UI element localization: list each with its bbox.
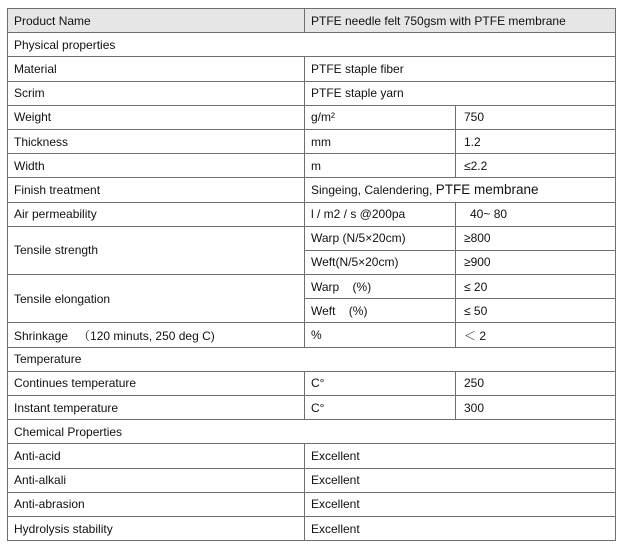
section-title: Physical properties xyxy=(8,33,616,57)
table-row xyxy=(8,105,616,129)
row-value: 750 xyxy=(456,105,616,129)
row-unit: C° xyxy=(305,371,456,395)
row-value: Excellent xyxy=(305,492,616,516)
row-value: ≤ 50 xyxy=(456,299,616,323)
header-value: PTFE needle felt 750gsm with PTFE membrane xyxy=(305,9,616,33)
row-value: 40~ 80 xyxy=(456,202,616,226)
spec-table xyxy=(7,8,616,541)
table-row xyxy=(8,516,616,540)
row-label: Finish treatment xyxy=(8,178,305,202)
table-row xyxy=(8,202,616,226)
row-value: ≤ 20 xyxy=(456,275,616,299)
section-title: Chemical Properties xyxy=(8,420,616,444)
row-unit: l / m2 / s @200pa xyxy=(305,202,456,226)
row-unit: g/m² xyxy=(305,105,456,129)
row-value: PTFE staple fiber xyxy=(305,57,616,81)
row-unit: % xyxy=(305,323,456,347)
row-label: Scrim xyxy=(8,81,305,105)
row-value: Excellent xyxy=(305,516,616,540)
table-header-row xyxy=(8,9,616,33)
table-row xyxy=(8,468,616,492)
row-unit: Warp (N/5×20cm) xyxy=(305,226,456,250)
row-label: Material xyxy=(8,57,305,81)
row-value: Excellent xyxy=(305,444,616,468)
table-row xyxy=(8,492,616,516)
table-row xyxy=(8,154,616,178)
row-value: 300 xyxy=(456,396,616,420)
table-row xyxy=(8,178,616,202)
row-value: ≥900 xyxy=(456,250,616,274)
row-unit: m xyxy=(305,154,456,178)
table-row xyxy=(8,371,616,395)
row-value: 250 xyxy=(456,371,616,395)
finish-value-membrane: PTFE membrane xyxy=(435,182,539,198)
section-row-temperature xyxy=(8,347,616,371)
row-value xyxy=(305,178,616,202)
table-row xyxy=(8,129,616,153)
row-label: Weight xyxy=(8,105,305,129)
row-label: Thickness xyxy=(8,129,305,153)
table-row xyxy=(8,396,616,420)
row-value: ≤2.2 xyxy=(456,154,616,178)
row-label: Width xyxy=(8,154,305,178)
row-value: Excellent xyxy=(305,468,616,492)
section-row-physical xyxy=(8,33,616,57)
row-label: Tensile strength xyxy=(8,226,305,274)
row-label: Shrinkage （120 minuts, 250 deg C) xyxy=(8,323,305,347)
row-label: Air permeability xyxy=(8,202,305,226)
row-label: Hydrolysis stability xyxy=(8,516,305,540)
row-label: Instant temperature xyxy=(8,396,305,420)
table-row xyxy=(8,57,616,81)
row-label: Anti-abrasion xyxy=(8,492,305,516)
row-label: Anti-acid xyxy=(8,444,305,468)
finish-value-prefix: Singeing, Calendering, xyxy=(311,183,436,198)
row-value: ＜ 2 xyxy=(456,323,616,347)
row-unit: Weft(N/5×20cm) xyxy=(305,250,456,274)
table-row xyxy=(8,226,616,250)
table-row xyxy=(8,323,616,347)
row-unit: Warp (%) xyxy=(305,275,456,299)
row-unit: mm xyxy=(305,129,456,153)
table-row xyxy=(8,275,616,299)
row-unit: Weft (%) xyxy=(305,299,456,323)
table-row xyxy=(8,444,616,468)
header-label: Product Name xyxy=(8,9,305,33)
row-label: Tensile elongation xyxy=(8,275,305,323)
row-value: 1.2 xyxy=(456,129,616,153)
section-title: Temperature xyxy=(8,347,616,371)
row-unit: C° xyxy=(305,396,456,420)
row-value: PTFE staple yarn xyxy=(305,81,616,105)
row-label: Anti-alkali xyxy=(8,468,305,492)
row-value: ≥800 xyxy=(456,226,616,250)
row-label: Continues temperature xyxy=(8,371,305,395)
section-row-chemical xyxy=(8,420,616,444)
spec-table-container xyxy=(7,8,616,541)
table-row xyxy=(8,81,616,105)
